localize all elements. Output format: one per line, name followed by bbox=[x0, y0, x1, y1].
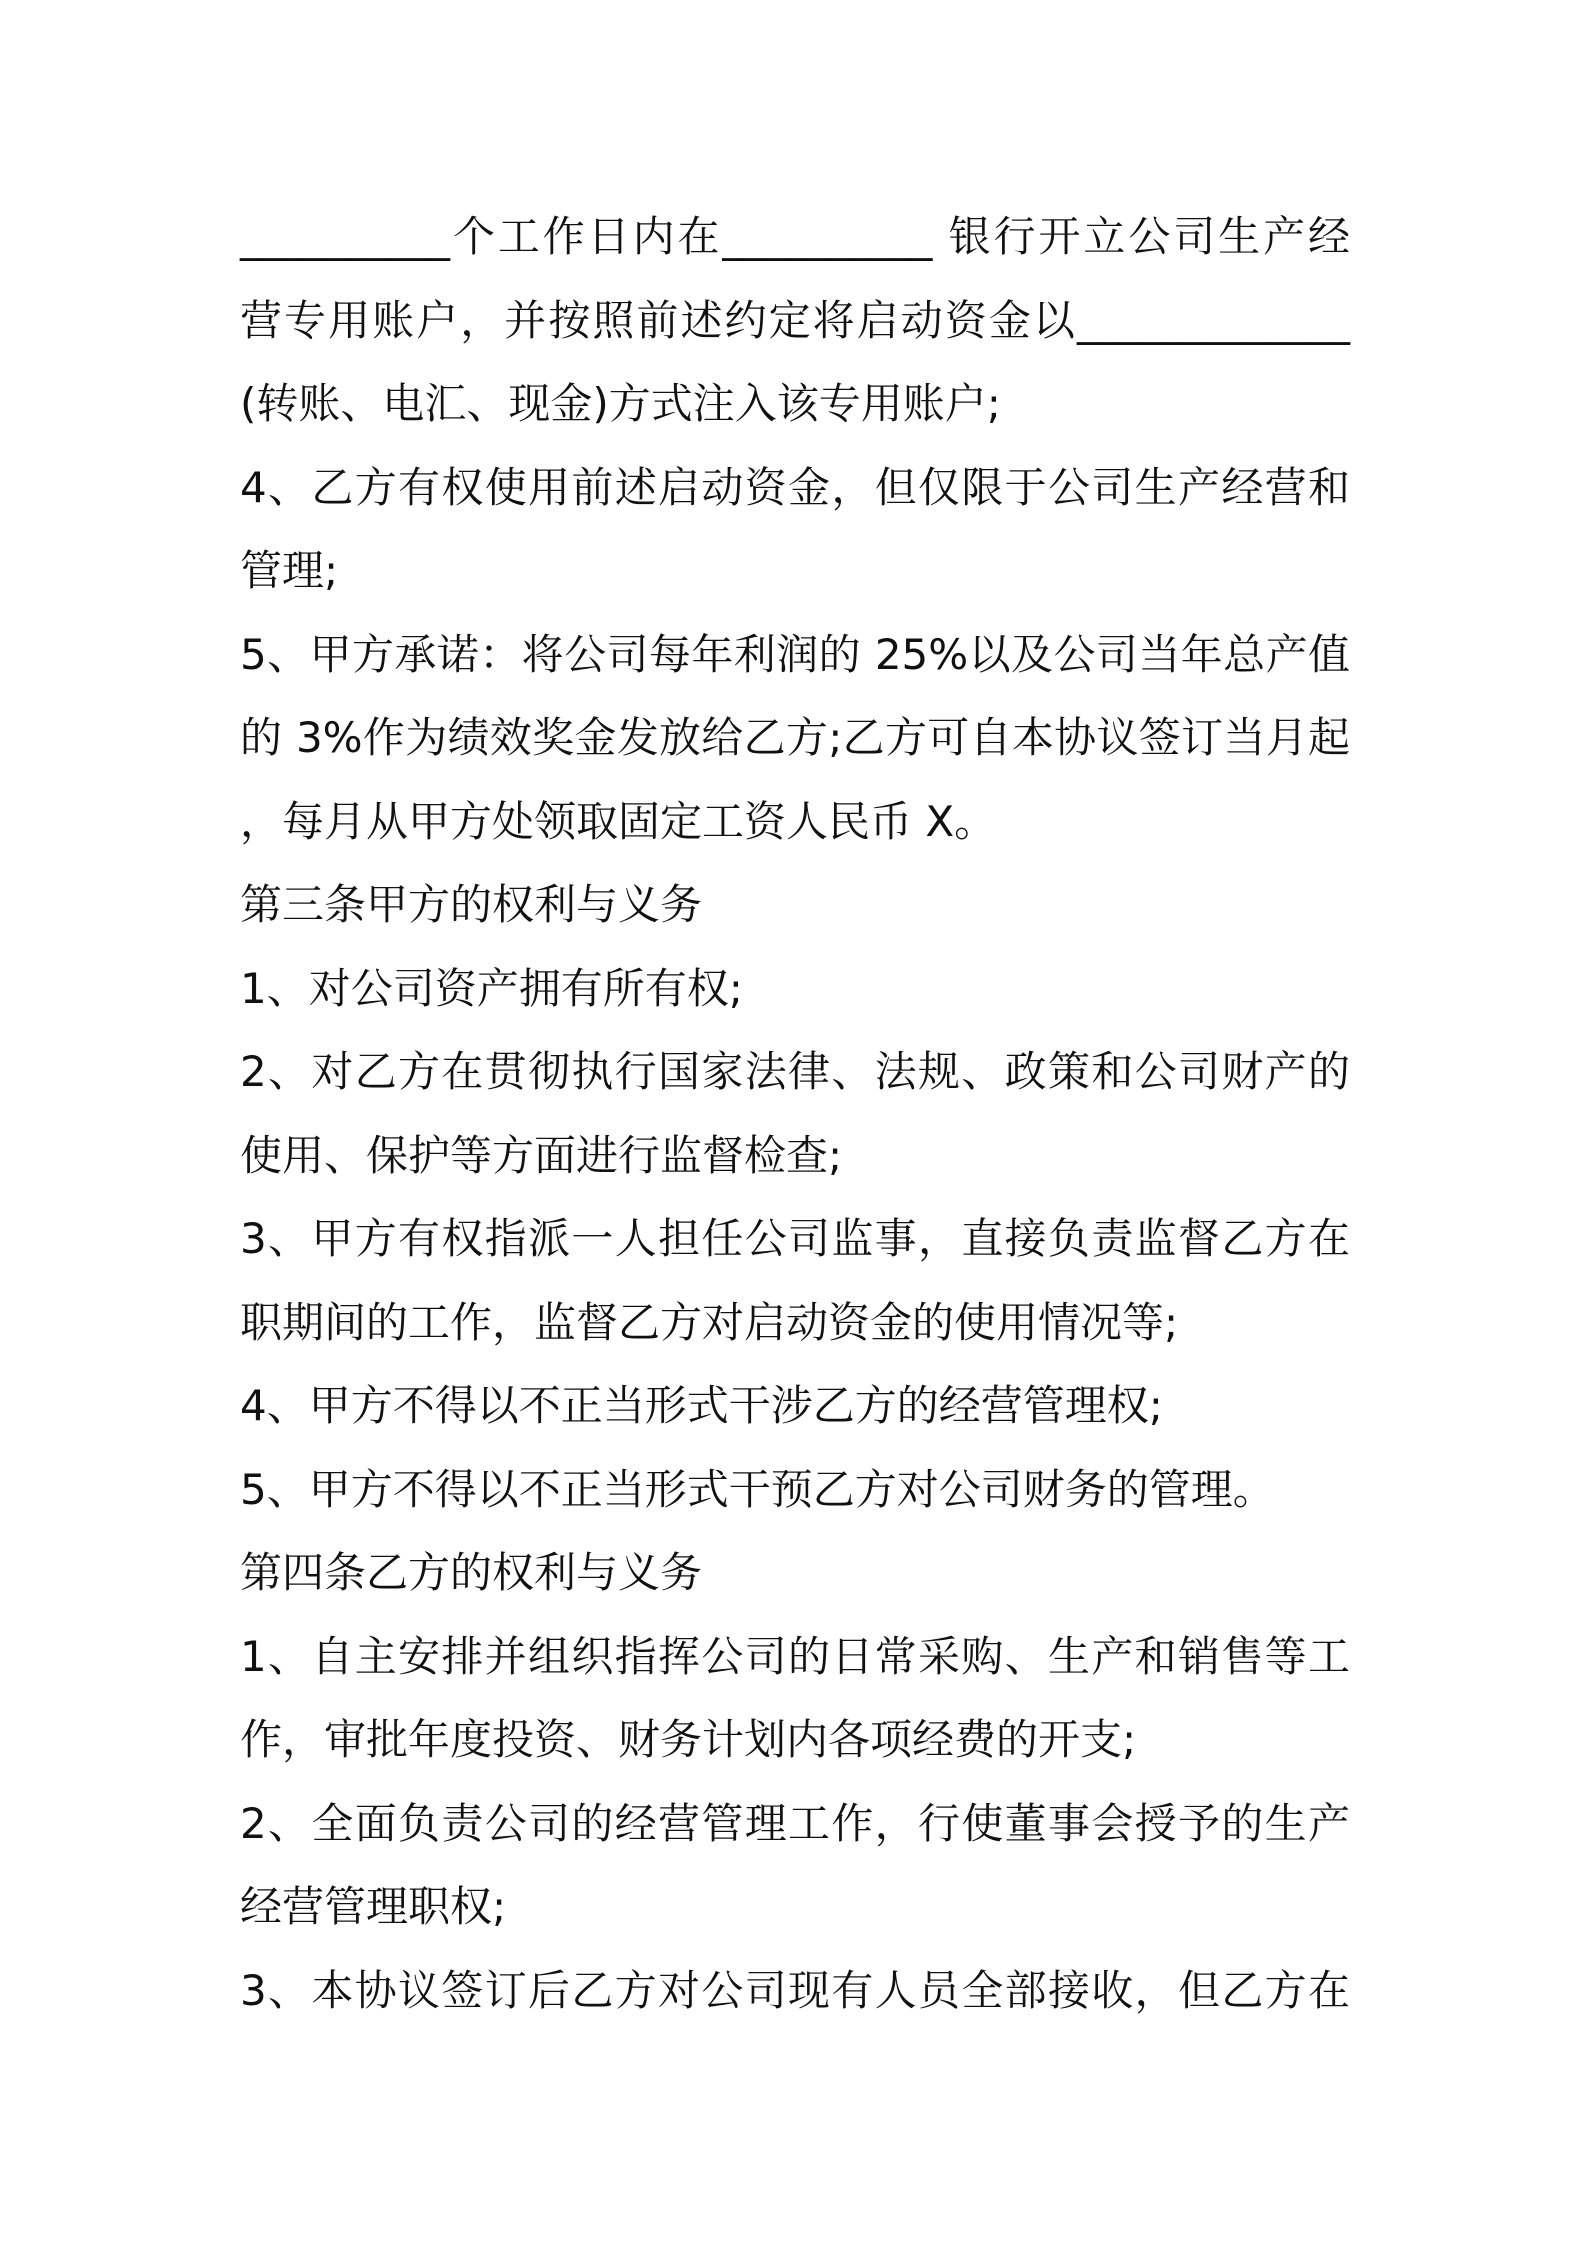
document-body bbox=[240, 195, 1350, 2032]
text-line: 4、乙方有权使用前述启动资金，但仅限于公司生产经营和 bbox=[240, 462, 1350, 512]
text-line: 2、对乙方在贯彻执行国家法律、法规、政策和公司财产的 bbox=[240, 1047, 1350, 1096]
text-line: 经营管理职权; bbox=[240, 1882, 507, 1931]
text-line: 1、自主安排并组织指挥公司的日常采购、生产和销售等工 bbox=[240, 1631, 1350, 1681]
text-line: (转账、电汇、现金)方式注入该专用账户; bbox=[240, 379, 1001, 428]
text-line: ，每月从甲方处领取固定工资人民币 X。 bbox=[240, 796, 997, 846]
text-line: 职期间的工作，监督乙方对启动资金的使用情况等; bbox=[240, 1297, 1179, 1347]
section-heading: 第四条乙方的权利与义务 bbox=[240, 1548, 703, 1597]
text-line: 2、全面负责公司的经营管理工作，行使董事会授予的生产 bbox=[240, 1798, 1350, 1848]
text-line: 作，审批年度投资、财务计划内各项经费的开支; bbox=[240, 1715, 1137, 1764]
text-line: 5、甲方承诺：将公司每年利润的 25%以及公司当年总产值 bbox=[240, 629, 1350, 679]
text-line: 4、甲方不得以不正当形式干涉乙方的经营管理权; bbox=[240, 1381, 1163, 1430]
text-line: 1、对公司资产拥有所有权; bbox=[240, 963, 743, 1013]
text-line: 3、甲方有权指派一人担任公司监事，直接负责监督乙方在 bbox=[240, 1214, 1350, 1263]
text-line: 使用、保护等方面进行监督检查; bbox=[240, 1130, 843, 1180]
text-line: __________个工作日内在__________ 银行开立公司生产经 bbox=[240, 212, 1350, 261]
text-line: 管理; bbox=[240, 546, 339, 595]
text-line: 5、甲方不得以不正当形式干预乙方对公司财务的管理。 bbox=[240, 1464, 1275, 1514]
text-line: 3、本协议签订后乙方对公司现有人员全部接收，但乙方在 bbox=[240, 1965, 1350, 2015]
section-heading: 第三条甲方的权利与义务 bbox=[240, 880, 703, 929]
text-line: 营专用账户，并按照前述约定将启动资金以_____________ bbox=[240, 295, 1350, 345]
text-line: 的 3%作为绩效奖金发放给乙方;乙方可自本协议签订当月起 bbox=[240, 713, 1350, 762]
